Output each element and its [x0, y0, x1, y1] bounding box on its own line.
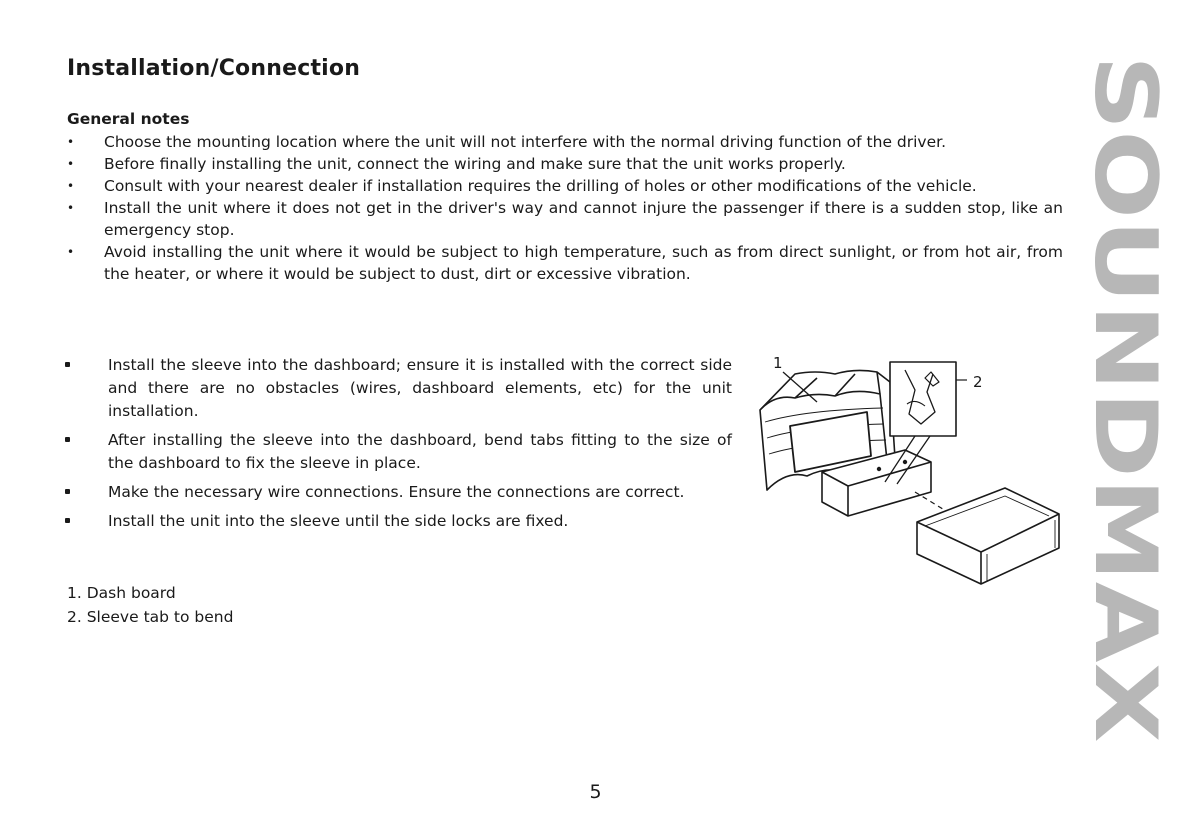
brand-logo	[1075, 55, 1175, 745]
general-note-item: • Before finally installing the unit, connect the wiring and make sure that the unit works properly.	[67, 153, 1063, 175]
installation-diagram-drawing	[755, 352, 1065, 592]
general-note-item: • Install the unit where it does not get in the driver's way and cannot injure the passenger if there is a sudden stop, like an emergency stop.	[67, 197, 1063, 241]
installation-diagram	[755, 352, 1065, 592]
page-number: 5	[589, 781, 602, 803]
diagram-legend	[67, 581, 233, 629]
callout-1-label: 1	[773, 354, 783, 372]
general-note-item: • Avoid installing the unit where it would be subject to high temperature, such as from direct sunlight, or from hot air, from the heater, or where it would be subject to dust, dirt or excessive vibration.	[67, 241, 1063, 285]
brand-logo-vertical	[1075, 55, 1175, 745]
legend-item-dashboard: 1. Dash board	[67, 584, 176, 602]
general-notes-list	[67, 131, 1063, 285]
general-note-item: • Choose the mounting location where the unit will not interfere with the normal driving function of the driver.	[67, 131, 1063, 153]
page-title: Installation/Connection	[67, 56, 361, 81]
installation-step: Install the sleeve into the dashboard; ensure it is installed with the correct side and there are no obstacles (wires, dashboard elements, etc) for the unit installation.	[62, 354, 732, 423]
general-note-item: • Consult with your nearest dealer if installation requires the drilling of holes or other modifications of the vehicle.	[67, 175, 1063, 197]
callout-2-label: 2	[973, 373, 983, 391]
general-notes-heading: General notes	[67, 110, 190, 128]
installation-step: Install the unit into the sleeve until the side locks are fixed.	[62, 510, 732, 533]
brand-name: SOUNDMAX	[1075, 55, 1175, 622]
installation-steps-list	[62, 354, 732, 539]
installation-step: Make the necessary wire connections. Ensure the connections are correct.	[62, 481, 732, 504]
legend-item-sleeve-tab: 2. Sleeve tab to bend	[67, 608, 234, 626]
installation-step: After installing the sleeve into the dashboard, bend tabs fitting to the size of the dashboard to fix the sleeve in place.	[62, 429, 732, 475]
